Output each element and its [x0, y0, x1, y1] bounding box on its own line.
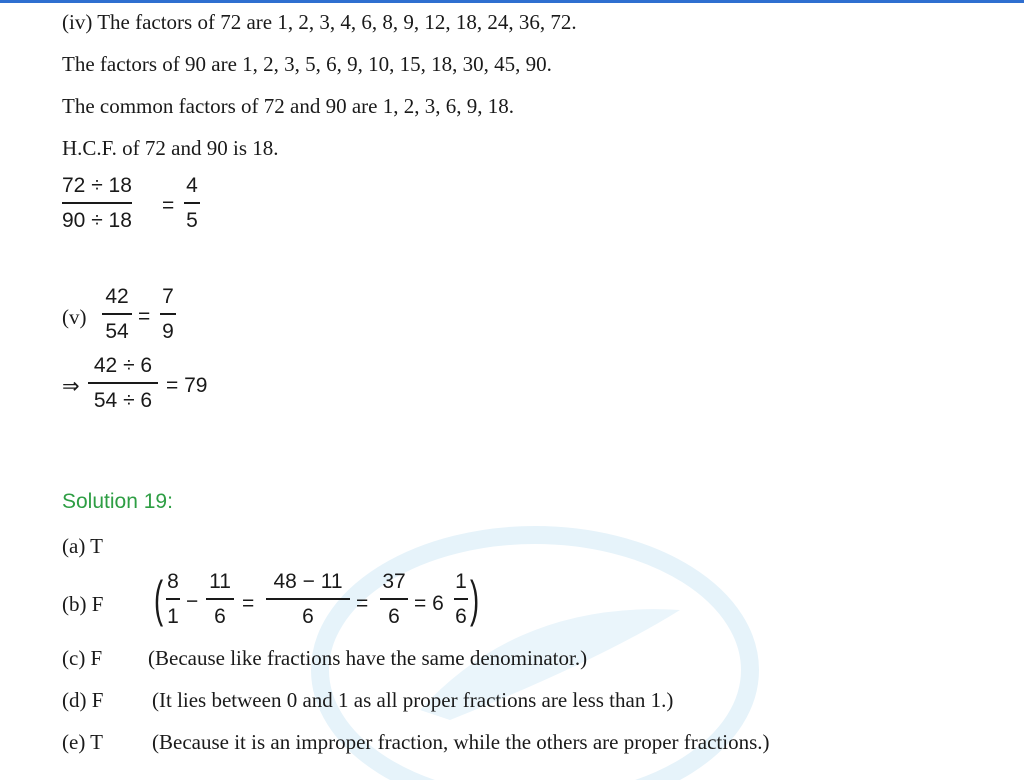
- denominator: 6: [388, 604, 400, 628]
- iv-hcf: H.C.F. of 72 and 90 is 18.: [62, 136, 279, 160]
- answer-e: (e) T: [62, 730, 104, 754]
- top-border: [0, 0, 1024, 3]
- fraction-bar: [88, 382, 158, 384]
- denominator: 5: [186, 208, 198, 232]
- numerator: 37: [382, 570, 406, 593]
- iv-common-factors: The common factors of 72 and 90 are 1, 2, 3, 6, 9, 18.: [62, 94, 514, 118]
- numerator: 8: [167, 570, 179, 593]
- numerator: 42: [105, 285, 129, 308]
- denominator: 6: [455, 604, 467, 628]
- iv-factors-72: (iv) The factors of 72 are 1, 2, 3, 4, 6, 8, 9, 12, 18, 24, 36, 72.: [62, 10, 577, 34]
- answer-c: (c) F: [62, 646, 103, 670]
- implies-arrow: ⇒: [62, 375, 80, 398]
- b-fraction-1: [166, 570, 180, 629]
- fraction-bar: [160, 313, 176, 315]
- v-fraction-2: [160, 285, 176, 344]
- b-fraction-5: [454, 570, 468, 629]
- numerator: 11: [209, 570, 231, 593]
- answer-e-reason: (Because it is an improper fraction, while the others are proper fractions.): [152, 730, 770, 754]
- fraction-bar: [206, 598, 234, 600]
- iv-factors-90: The factors of 90 are 1, 2, 3, 5, 6, 9, 10, 15, 18, 30, 45, 90.: [62, 52, 552, 76]
- answer-b: (b) F: [62, 592, 104, 616]
- iv-division-fraction: [62, 174, 132, 233]
- numerator: 4: [186, 174, 198, 197]
- fraction-bar: [266, 598, 350, 600]
- denominator: 54: [105, 319, 129, 343]
- fraction-bar: [380, 598, 408, 600]
- denominator: 6: [302, 604, 314, 628]
- answer-d-reason: (It lies between 0 and 1 as all proper fractions are less than 1.): [152, 688, 674, 712]
- b-fraction-3: [266, 570, 350, 629]
- mixed-whole-part: = 6: [414, 592, 444, 615]
- numerator: 1: [455, 570, 467, 593]
- answer-c-reason: (Because like fractions have the same denominator.): [148, 646, 588, 670]
- fraction-bar: [184, 202, 200, 204]
- v-division-fraction: [88, 354, 158, 413]
- v-result: = 79: [166, 374, 208, 397]
- fraction-bar: [62, 202, 132, 204]
- minus-sign: −: [186, 590, 199, 613]
- answer-d: (d) F: [62, 688, 104, 712]
- fraction-bar: [454, 598, 468, 600]
- b-fraction-4: [380, 570, 408, 629]
- numerator: 48 − 11: [273, 570, 343, 593]
- denominator: 90 ÷ 18: [62, 208, 132, 232]
- answer-a: (a) T: [62, 534, 104, 558]
- equals-sign: =: [138, 305, 151, 328]
- v-label: (v): [62, 305, 87, 329]
- numerator: 7: [162, 285, 174, 308]
- equals-sign: =: [242, 592, 255, 615]
- b-fraction-2: [206, 570, 234, 629]
- fraction-bar: [102, 313, 132, 315]
- equals-sign: =: [162, 194, 175, 217]
- denominator: 6: [214, 604, 226, 628]
- numerator: 42 ÷ 6: [93, 354, 153, 377]
- iv-result-fraction: [184, 174, 200, 233]
- solution-heading: Solution 19:: [62, 490, 173, 513]
- right-parenthesis: ): [470, 571, 480, 627]
- fraction-bar: [166, 598, 180, 600]
- v-fraction-1: [102, 285, 132, 344]
- denominator: 1: [167, 604, 179, 628]
- equals-sign: =: [356, 592, 369, 615]
- left-parenthesis: (: [154, 571, 164, 627]
- denominator: 9: [162, 319, 174, 343]
- numerator: 72 ÷ 18: [62, 174, 132, 197]
- denominator: 54 ÷ 6: [93, 388, 153, 412]
